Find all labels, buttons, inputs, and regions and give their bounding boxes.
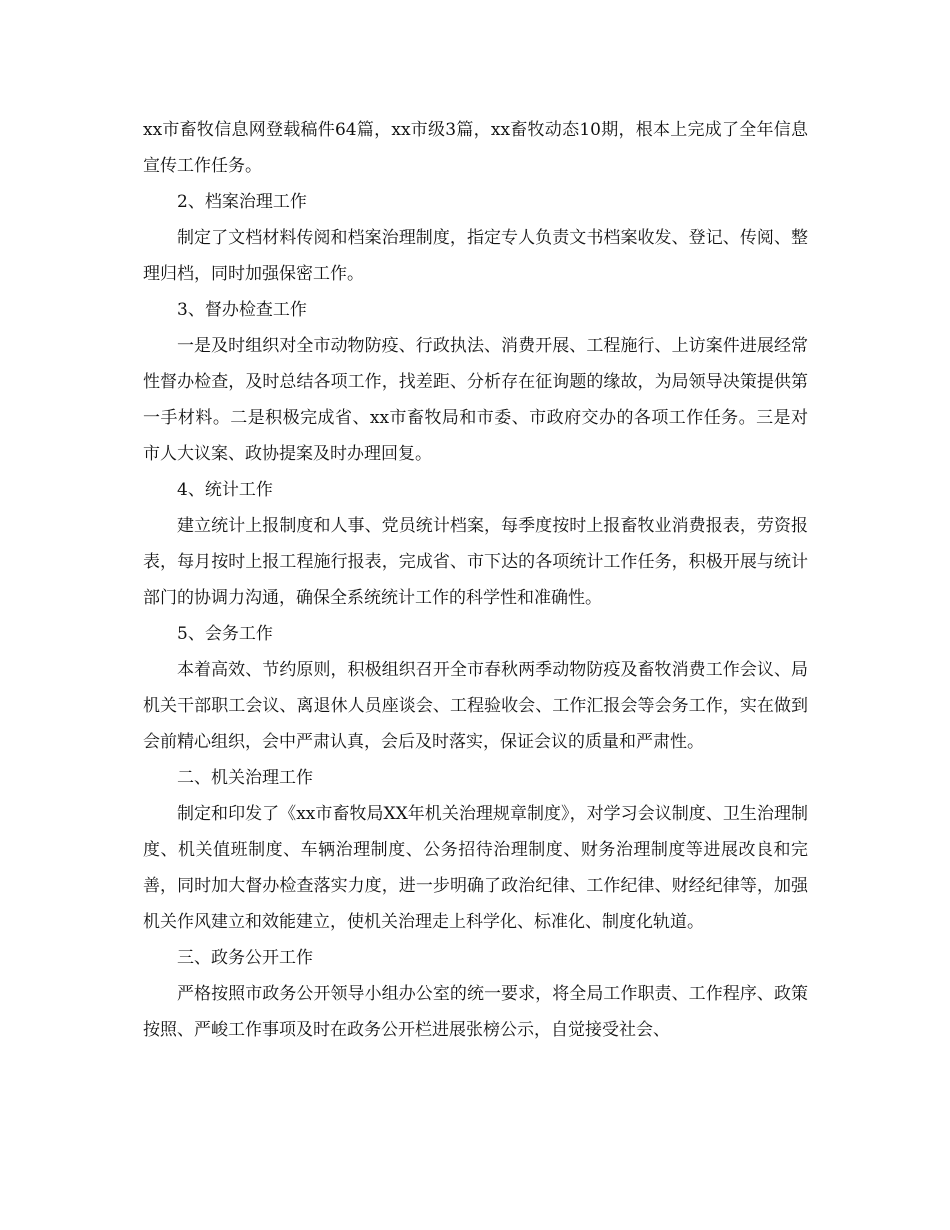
paragraph: 制定了文档材料传阅和档案治理制度，指定专人负责文书档案收发、登记、传阅、整理归档，同时加强保密工作。: [143, 228, 808, 284]
section-heading: 三、政务公开工作: [177, 948, 313, 968]
section-heading: 二、机关治理工作: [177, 768, 313, 788]
paragraph: 本着高效、节约原则，积极组织召开全市春秋两季动物防疫及畜牧消费工作会议、局机关干部职工会议、离退休人员座谈会、工程验收会、工作汇报会等会务工作，实在做到会前精心组织，会中严肃认真，会后及时落实，保证会议的质量和严肃性。: [143, 660, 808, 752]
section-heading: 2、档案治理工作: [177, 192, 307, 212]
section-heading: 5、会务工作: [177, 624, 273, 644]
paragraph: 制定和印发了《xx市畜牧局XX年机关治理规章制度》，对学习会议制度、卫生治理制度、机关值班制度、车辆治理制度、公务招待治理制度、财务治理制度等进展改良和完善，同时加大督办检查落实力度，进一步明确了政治纪律、工作纪律、财经纪律等，加强机关作风建立和效能建立，使机关治理走上科学化、标准化、制度化轨道。: [143, 804, 808, 932]
paragraph: 严格按照市政务公开领导小组办公室的统一要求，将全局工作职责、工作程序、政策按照、严峻工作事项及时在政务公开栏进展张榜公示，自觉接受社会、: [143, 984, 808, 1040]
section-heading: 3、督办检查工作: [177, 300, 307, 320]
paragraph: 建立统计上报制度和人事、党员统计档案，每季度按时上报畜牧业消费报表，劳资报表，每月按时上报工程施行报表，完成省、市下达的各项统计工作任务，积极开展与统计部门的协调力沟通，确保全系统统计工作的科学性和准确性。: [143, 516, 808, 608]
section-heading: 4、统计工作: [177, 480, 273, 500]
document-body: [143, 112, 808, 1048]
paragraph: xx市畜牧信息网登载稿件64篇，xx市级3篇，xx畜牧动态10期，根本上完成了全年信息宣传工作任务。: [143, 120, 808, 176]
paragraph: 一是及时组织对全市动物防疫、行政执法、消费开展、工程施行、上访案件进展经常性督办检查，及时总结各项工作，找差距、分析存在征询题的缘故，为局领导决策提供第一手材料。二是积极完成省、xx市畜牧局和市委、市政府交办的各项工作任务。三是对市人大议案、政协提案及时办理回复。: [143, 336, 808, 464]
